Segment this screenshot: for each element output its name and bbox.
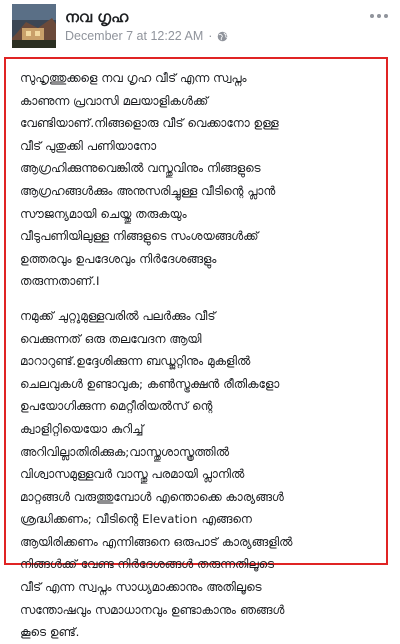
post-meta	[65, 28, 228, 44]
text-line: വിശ്വാസമുള്ളവർ വാസ്തു പരമായി പ്ലാനിൽ	[20, 467, 245, 482]
text-line: നിങ്ങൾക്ക് വേണ്ട നിർദേശങ്ങൾ തരുന്നതിലൂടെ	[20, 557, 275, 572]
text-line: വേണ്ടിയാണ്.നിങ്ങളൊരു വീട് വെക്കാനോ ഉള്ള	[20, 116, 279, 131]
text-line: കാണുന്ന പ്രവാസി മലയാളികൾക്ക്	[20, 93, 209, 108]
text-line: ആയിരിക്കണം എന്നിങ്ങനെ ഒരുപാട് കാര്യങ്ങളിൽ	[20, 534, 293, 549]
text-line: ചെലവുകൾ ഉണ്ടാവുക; കൺസ്ട്രക്ഷൻ രീതികളോ	[20, 376, 280, 391]
text-line: അറിവില്ലാതിരിക്കുക;വാസ്തുശാസ്ത്രത്തിൽ	[20, 444, 229, 459]
post-timestamp[interactable]: December 7 at 12:22 AM	[65, 29, 204, 43]
text-line: വീട് എന്ന സ്വപ്നം സാധ്യമാക്കാനും അതിലൂടെ	[20, 580, 262, 595]
text-line: സന്തോഷവും സമാധാനവും ഉണ്ടാകാനും ഞങ്ങൾ	[20, 602, 285, 617]
separator-dot: ·	[208, 29, 213, 43]
text-line: മാറ്റങ്ങൾ വരുത്തുമ്പോൾ എന്തൊക്കെ കാര്യങ്ങൾ	[20, 489, 284, 504]
page-name[interactable]: നവ ഗൃഹ	[65, 8, 129, 26]
post-text-box	[4, 57, 388, 640]
text-line: ശ്രദ്ധിക്കണം; വീടിന്റെ Elevation എങ്ങനെ	[20, 512, 252, 527]
globe-icon[interactable]	[217, 31, 228, 42]
text-line: മാറാറുണ്ട്.ഉദ്ദേശിക്കുന്ന ബഡ്ജറ്റിനും മുകളിൽ	[20, 354, 251, 369]
page-avatar[interactable]	[12, 4, 56, 48]
more-options-icon[interactable]	[370, 14, 388, 18]
text-line: കൂടെ ഉണ്ട്.	[20, 625, 80, 640]
text-line: ക്വാളിറ്റിയെയോ കുറിച്ച്	[20, 421, 144, 436]
text-line: സുഹൃത്തുക്കളെ നവ ഗൃഹ വീട് എന്ന സ്വപ്നം	[20, 71, 247, 85]
post-paragraph-2	[20, 305, 378, 644]
text-line: വെക്കുന്നത് ഒരു തലവേദന ആയി	[20, 331, 202, 346]
text-line: ആഗ്രഹങ്ങൾക്കും അനുസരിച്ചുള്ള വീടിന്റെ പ്ലാൻ	[20, 183, 276, 198]
text-line: ഉത്തരവും ഉപദേശവും നിർദേശങ്ങളും	[20, 251, 217, 266]
text-line: നമുക്ക് ചുറ്റുമുള്ളവരിൽ പലർക്കും വീട്	[20, 308, 216, 323]
more-dot	[370, 14, 374, 18]
more-dot	[384, 14, 388, 18]
avatar-image	[12, 4, 56, 48]
more-dot	[377, 14, 381, 18]
text-line: തരുന്നതാണ്.I	[20, 274, 100, 289]
text-line: വീടുപണിയിലുള്ള നിങ്ങളുടെ സംശയങ്ങൾക്ക്	[20, 229, 259, 244]
post-header	[0, 0, 400, 58]
text-line: ആഗ്രഹിക്കുന്നുവെങ്കിൽ വസ്തുവിനും നിങ്ങളുടെ	[20, 161, 261, 176]
text-line: ഉപയോഗിക്കുന്ന മെറ്റീരിയൽസ് ന്റെ	[20, 399, 213, 414]
text-line: വീട് പുതുക്കി പണിയാനോ	[20, 138, 157, 153]
text-line: സൗജന്യമായി ചെയ്തു തരുകയും	[20, 206, 187, 221]
post-paragraph-1	[20, 67, 378, 293]
